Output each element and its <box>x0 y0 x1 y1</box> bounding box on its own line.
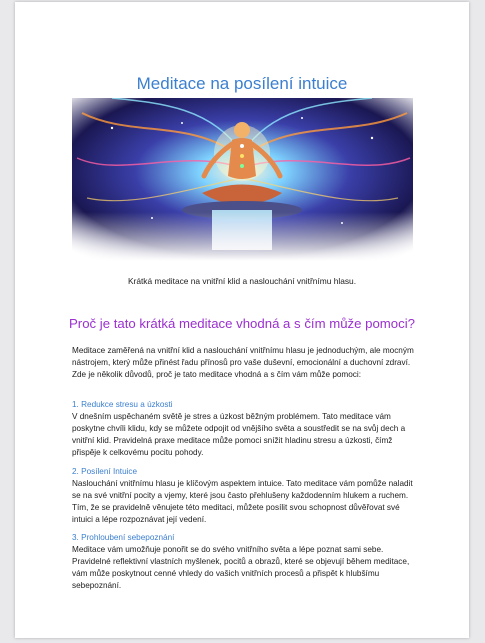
subheading-stress: 1. Redukce stresu a úzkosti <box>72 400 173 409</box>
meditation-illustration <box>72 98 413 261</box>
subheading-intuition: 2. Posílení Intuice <box>72 467 138 476</box>
document-title: Meditace na posílení intuice <box>136 74 348 93</box>
subheading-self-knowledge: 3. Prohloubení sebepoznání <box>72 533 175 542</box>
section-heading: Proč je tato krátká meditace vhodná a s čím může pomoci? <box>69 316 415 331</box>
paragraph-intuition: Naslouchání vnitřnímu hlasu je klíčovým aspektem intuice. Tato meditace vám pomůže naladit se na své vnitřní pocity a vjemy, které jsou často přehlušeny každodenním hlukem a ruchem. Tím, že se pravidelně věnujete této meditaci, můžete posílit svou schopnost důvěřovat své intuici a lépe rozpoznávat její vedení. <box>72 479 413 524</box>
paragraph-self-knowledge: Meditace vám umožňuje ponořit se do svého vnitřního světa a lépe poznat sami sebe. Pravidelné reflektivní vlastních myšlenek, pocitů a obrazů, které se objevují během meditace, vám může poskytnout cenné vhledy do vašich vnitřních procesů a přispět k hlubšímu sebepoznání. <box>72 545 410 590</box>
intro-paragraph: Meditace zaměřená na vnitřní klid a naslouchání vnitřnímu hlasu je jednoduchým, ale mocným nástrojem, který může přinést řadu přínosů pro vaše duševní, emocionální a duchovní zdraví. Zde je několik důvodů, proč je tato meditace vhodná a s čím vám může pomoci: <box>72 346 414 379</box>
image-caption: Krátká meditace na vnitřní klid a naslouchání vnitřnímu hlasu. <box>127 276 357 286</box>
paragraph-stress: V dnešním uspěchaném světě je stres a úzkost běžným problémem. Tato meditace vám poskytne chvíli klidu, kdy se můžete odpojit od vnějšího světa a soustředit se na svůj dech a vnitřní klid. Pravidelná praxe meditace může pomoci snížit hladinu stresu a úzkosti, čímž přispěje k celkovému pocitu pohody. <box>72 412 406 457</box>
document-page <box>15 2 469 638</box>
